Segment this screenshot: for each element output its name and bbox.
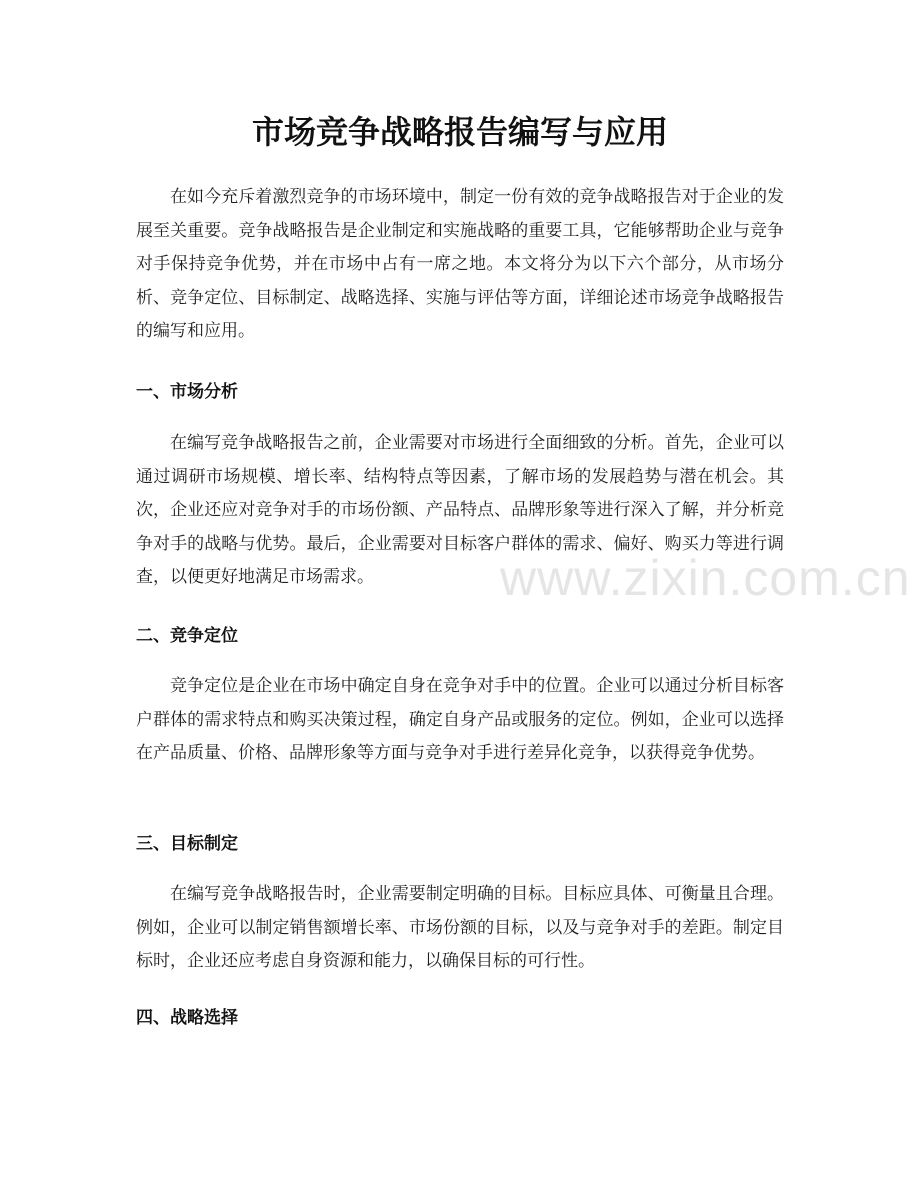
section-body-competitive-positioning: 竞争定位是企业在市场中确定自身在竞争对手中的位置。企业可以通过分析目标客户群体的需求特点和购买决策过程，确定自身产品或服务的定位。例如，企业可以选择在产品质量、价格、品牌形象等方面与竞争对手进行差异化竞争，以获得竞争优势。 bbox=[136, 676, 784, 764]
section-heading-competitive-positioning: 二、竞争定位 bbox=[136, 626, 238, 646]
section-body-market-analysis: 在编写竞争战略报告之前，企业需要对市场进行全面细致的分析。首先，企业可以通过调研市场规模、增长率、结构特点等因素，了解市场的发展趋势与潜在机会。其次，企业还应对竞争对手的市场份额、产品特点、品牌形象等进行深入了解，并分析竞争对手的战略与优势。最后，企业需要对目标客户群体的需求、偏好、购买力等进行调查，以便更好地满足市场需求。 bbox=[136, 433, 784, 588]
section-heading-goal-setting: 三、目标制定 bbox=[136, 834, 238, 854]
section-heading-strategy-selection: 四、战略选择 bbox=[136, 1008, 238, 1028]
intro-paragraph: 在如今充斥着激烈竞争的市场环境中，制定一份有效的竞争战略报告对于企业的发展至关重要。竞争战略报告是企业制定和实施战略的重要工具，它能够帮助企业与竞争对手保持竞争优势，并在市场中占有一席之地。本文将分为以下六个部分，从市场分析、竞争定位、目标制定、战略选择、实施与评估等方面，详细论述市场竞争战略报告的编写和应用。 bbox=[136, 187, 784, 342]
watermark-text: www.zixin.com.cn bbox=[500, 550, 911, 606]
section-heading-market-analysis: 一、市场分析 bbox=[136, 382, 238, 402]
section-body-goal-setting: 在编写竞争战略报告时，企业需要制定明确的目标。目标应具体、可衡量且合理。例如，企业可以制定销售额增长率、市场份额的目标，以及与竞争对手的差距。制定目标时，企业还应考虑自身资源和能力，以确保目标的可行性。 bbox=[136, 884, 784, 972]
document-title: 市场竞争战略报告编写与应用 bbox=[251, 113, 668, 151]
